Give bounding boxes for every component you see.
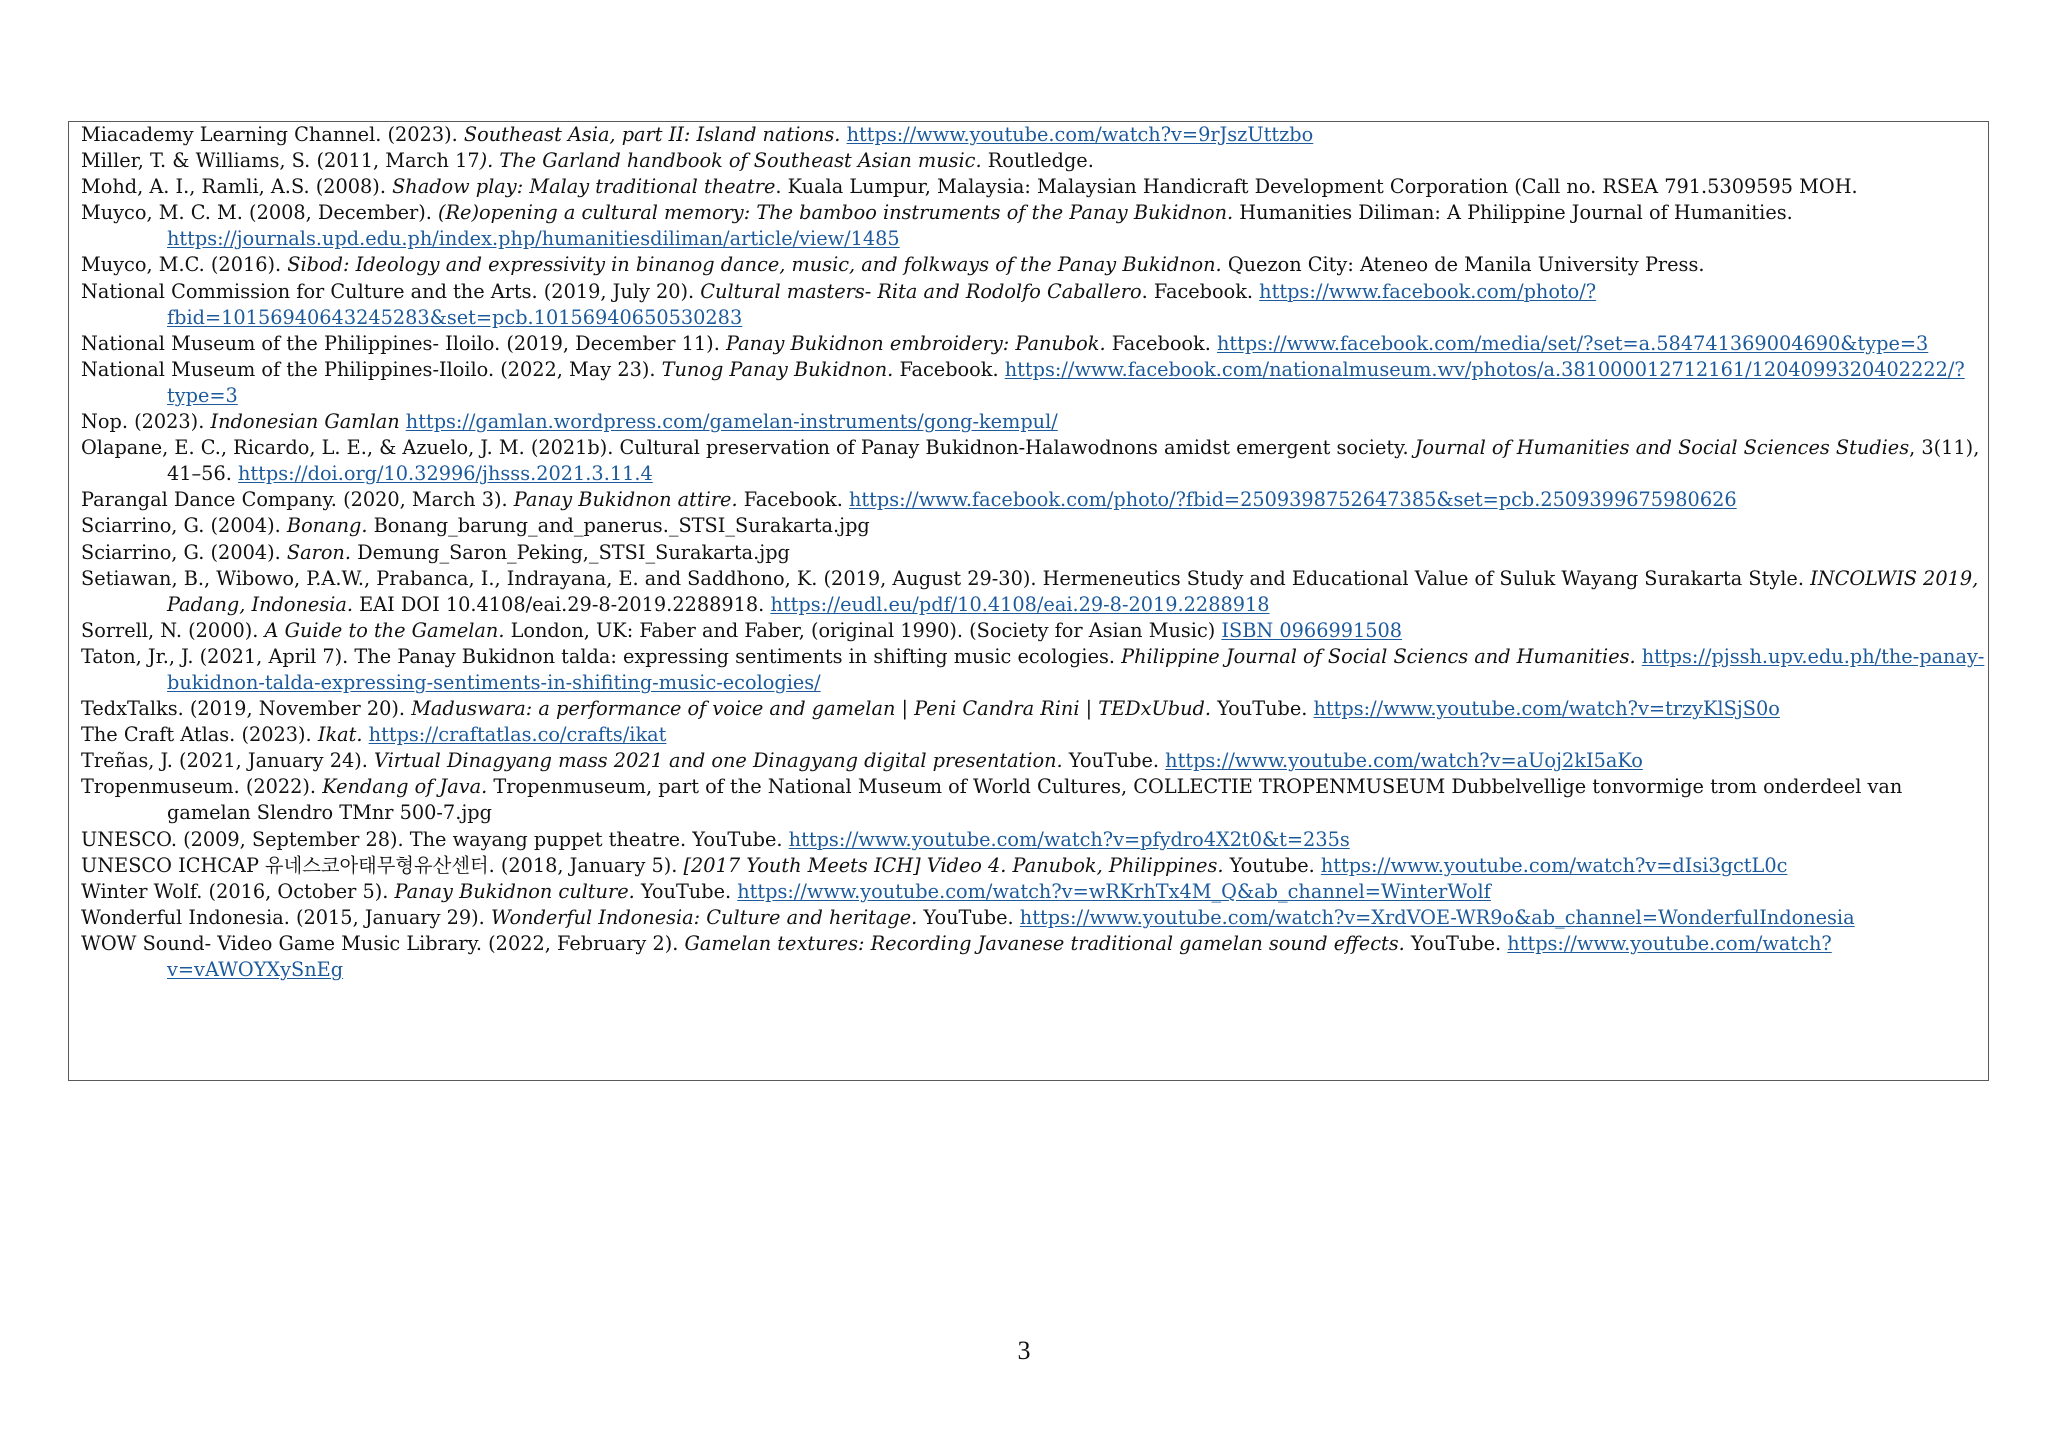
reference-entry <box>81 331 1988 357</box>
reference-text: YouTube. <box>1211 697 1314 721</box>
reference-title: Kendang of Java. <box>322 775 488 799</box>
reference-link[interactable]: https://www.youtube.com/watch?v=aUoj2kI5aKo <box>1165 749 1643 773</box>
reference-title: (Re)opening a cultural memory: The bamboo instruments of the Panay Bukidnon. <box>438 201 1234 225</box>
reference-entry <box>81 409 1988 435</box>
reference-title: INCOLWIS 2019, Padang, Indonesia. <box>167 566 1979 616</box>
reference-entry <box>81 748 1988 774</box>
reference-entry <box>81 540 1988 566</box>
reference-entry <box>81 435 1988 487</box>
reference-text: Taton, Jr., J. (2021, April 7). The Panay Bukidnon talda: expressing sentiments in shifting music ecologies. <box>81 644 1122 668</box>
reference-title: Philippine Journal of Social Sciencs and Humanities. <box>1121 644 1636 668</box>
reference-text: Sciarrino, G. (2004). <box>81 540 287 564</box>
reference-text: EAI DOI 10.4108/eai.29-8-2019.2288918. <box>352 592 771 616</box>
reference-text: . Kuala Lumpur, Malaysia: Malaysian Handicraft Development Corporation (Call no. RSEA 791.5309595 MOH. <box>775 175 1858 199</box>
reference-entry <box>81 827 1988 853</box>
reference-text: Facebook. <box>1105 331 1217 355</box>
reference-title: Panay Bukidnon embroidery: Panubok. <box>725 331 1106 355</box>
reference-link[interactable]: https://www.facebook.com/photo/?fbid=10156940643245283&set=pcb.10156940650530283 <box>167 279 1597 329</box>
reference-text: Bonang_barung_and_panerus._STSI_Surakarta.jpg <box>367 514 870 538</box>
reference-title: Tunog Panay Bukidnon. <box>661 357 894 381</box>
reference-text: Facebook. <box>893 357 1005 381</box>
reference-link[interactable]: https://gamlan.wordpress.com/gamelan-instruments/gong-kempul/ <box>405 410 1058 434</box>
reference-text: Mohd, A. I., Ramli, A.S. (2008). <box>81 175 393 199</box>
reference-link[interactable]: https://www.facebook.com/media/set/?set=a.584741369004690&type=3 <box>1216 331 1929 355</box>
reference-link[interactable]: https://www.youtube.com/watch?v=9rJszUttzbo <box>846 123 1314 146</box>
reference-title: Saron. <box>286 540 351 564</box>
reference-text: Winter Wolf. (2016, October 5). <box>81 879 395 903</box>
reference-title: Bonang. <box>286 514 368 538</box>
reference-entry <box>81 513 1988 539</box>
reference-title: ). The Garland handbook of Southeast Asian music. <box>479 149 982 173</box>
reference-link[interactable]: https://www.youtube.com/watch?v=pfydro4X2t0&t=235s <box>788 827 1350 851</box>
reference-link[interactable]: https://eudl.eu/pdf/10.4108/eai.29-8-2019.2288918 <box>770 592 1270 616</box>
reference-link[interactable]: https://www.youtube.com/watch?v=vAWOYXySnEg <box>167 931 1832 981</box>
reference-link[interactable]: https://www.facebook.com/nationalmuseum.wv/photos/a.381000012712161/1204099320402222/?type=3 <box>167 357 1965 407</box>
reference-title: Ikat. <box>317 723 363 747</box>
reference-title: [2017 Youth Meets ICH] Video 4. Panubok, Philippines. <box>683 853 1224 877</box>
reference-text: Sciarrino, G. (2004). <box>81 514 287 538</box>
reference-text: Wonderful Indonesia. (2015, January 29). <box>81 905 491 929</box>
reference-entry <box>81 174 1988 200</box>
reference-entry <box>81 566 1988 618</box>
reference-entry <box>81 252 1988 278</box>
reference-entry <box>81 279 1988 331</box>
reference-text: TedxTalks. (2019, November 20). <box>81 697 412 721</box>
reference-text: Treñas, J. (2021, January 24). <box>81 749 375 773</box>
reference-text: Youtube. <box>1223 853 1321 877</box>
reference-entry <box>81 618 1988 644</box>
reference-link[interactable]: https://www.youtube.com/watch?v=XrdVOE-WR9o&ab_channel=WonderfulIndonesia <box>1019 905 1855 929</box>
reference-text: Demung_Saron_Peking,_STSI_Surakarta.jpg <box>350 540 790 564</box>
reference-title: Panay Bukidnon attire. <box>513 488 738 512</box>
reference-text: UNESCO ICHCAP 유네스코아태무형유산센터. (2018, January 5). <box>81 853 684 877</box>
page-number: 3 <box>1017 1336 1031 1365</box>
reference-text: London, UK: Faber and Faber, (original 1990). (Society for Asian Music) <box>504 618 1222 642</box>
reference-link[interactable]: ISBN 0966991508 <box>1221 618 1403 642</box>
reference-entry <box>81 722 1988 748</box>
reference-text: The Craft Atlas. (2023). <box>81 723 318 747</box>
reference-text: Humanities Diliman: A Philippine Journal of Humanities. <box>1233 201 1793 225</box>
reference-text: UNESCO. (2009, September 28). The wayang puppet theatre. YouTube. <box>81 827 789 851</box>
reference-text: Muyco, M.C. (2016). <box>81 253 288 277</box>
reference-entry <box>81 487 1988 513</box>
reference-text: Miller, T. & Williams, S. (2011, March 17 <box>81 149 480 173</box>
reference-title: Maduswara: a performance of voice and gamelan | Peni Candra Rini | TEDxUbud. <box>411 697 1211 721</box>
reference-entry <box>81 200 1988 252</box>
reference-text: . Facebook. <box>1141 279 1260 303</box>
reference-title: Gamelan textures: Recording Javanese traditional gamelan sound effects. <box>684 931 1405 955</box>
reference-entry <box>81 905 1988 931</box>
reference-text: Nop. (2023). <box>81 410 211 434</box>
reference-text: YouTube. <box>1062 749 1166 773</box>
reference-entry <box>81 853 1988 879</box>
reference-text: Muyco, M. C. M. (2008, December). <box>81 201 439 225</box>
reference-text: , 3(11), 41–56. <box>167 436 1980 486</box>
reference-text: WOW Sound- Video Game Music Library. (2022, February 2). <box>81 931 685 955</box>
reference-text: Olapane, E. C., Ricardo, L. E., & Azuelo, J. M. (2021b). Cultural preservation of Panay Bukidnon-Halawodnons amidst emergent society. <box>81 436 1415 460</box>
reference-text: YouTube. <box>917 905 1020 929</box>
reference-title: A Guide to the Gamelan. <box>264 618 505 642</box>
reference-text: National Museum of the Philippines-Iloilo. (2022, May 23). <box>81 357 662 381</box>
reference-entry <box>81 148 1988 174</box>
reference-entry <box>81 357 1988 409</box>
reference-entry <box>81 122 1988 148</box>
reference-title: Wonderful Indonesia: Culture and heritage. <box>490 905 918 929</box>
reference-title: Journal of Humanities and Social Sciences Studies <box>1414 436 1910 460</box>
reference-text: Facebook. <box>737 488 849 512</box>
reference-link[interactable]: https://www.youtube.com/watch?v=trzyKlSjS0o <box>1313 697 1780 721</box>
reference-link[interactable]: https://journals.upd.edu.ph/index.php/humanitiesdiliman/article/view/1485 <box>167 227 900 251</box>
reference-text: Sorrell, N. (2000). <box>81 618 265 642</box>
reference-entry <box>81 644 1988 696</box>
reference-entry <box>81 696 1988 722</box>
reference-entry <box>81 931 1988 983</box>
reference-link[interactable]: https://craftatlas.co/crafts/ikat <box>368 723 667 747</box>
reference-link[interactable]: https://pjssh.upv.edu.ph/the-panay-bukidnon-talda-expressing-sentiments-in-shifiting-music-ecologies/ <box>167 644 1985 694</box>
reference-entry <box>81 774 1988 826</box>
reference-title: Indonesian Gamlan <box>210 410 400 434</box>
reference-link[interactable]: https://www.youtube.com/watch?v=wRKrhTx4M_Q&ab_channel=WinterWolf <box>737 879 1491 903</box>
reference-title: Southeast Asia, part II: Island nations. <box>463 123 841 146</box>
reference-link[interactable]: https://www.youtube.com/watch?v=dIsi3gctL0c <box>1320 853 1788 877</box>
reference-title: Virtual Dinagyang mass 2021 and one Dinagyang digital presentation. <box>374 749 1063 773</box>
reference-link[interactable]: https://doi.org/10.32996/jhsss.2021.3.11.4 <box>237 462 653 486</box>
references-table <box>68 121 1989 1081</box>
reference-text: Tropenmuseum. (2022). <box>81 775 323 799</box>
reference-title: Shadow play: Malay traditional theatre <box>392 175 776 199</box>
reference-title: Sibod: Ideology and expressivity in binanog dance, music, and folkways of the Panay Bukidnon. <box>287 253 1222 277</box>
reference-link[interactable]: https://www.facebook.com/photo/?fbid=2509398752647385&set=pcb.2509399675980626 <box>848 488 1737 512</box>
reference-text: National Museum of the Philippines- Iloilo. (2019, December 11). <box>81 331 726 355</box>
reference-text: YouTube. <box>634 879 738 903</box>
reference-text: Quezon City: Ateneo de Manila University Press. <box>1221 253 1705 277</box>
reference-text: National Commission for Culture and the Arts. (2019, July 20). <box>81 279 701 303</box>
reference-entry <box>81 879 1988 905</box>
reference-title: Cultural masters- Rita and Rodolfo Caballero <box>700 279 1142 303</box>
reference-text: Tropenmuseum, part of the National Museum of World Cultures, COLLECTIE TROPENMUSEUM Dubbelvellige tonvormige trom onderdeel van gamelan Slendro TMnr 500-7.jpg <box>167 775 1903 825</box>
reference-text: Setiawan, B., Wibowo, P.A.W., Prabanca, I., Indrayana, E. and Saddhono, K. (2019, August 29-30). Hermeneutics Study and Educational Value of Suluk Wayang Surakarta Style. <box>81 566 1811 590</box>
reference-title: Panay Bukidnon culture. <box>394 879 635 903</box>
reference-text: Miacademy Learning Channel. (2023). <box>81 123 464 146</box>
reference-text: Routledge. <box>981 149 1094 173</box>
reference-text: YouTube. <box>1404 931 1508 955</box>
reference-text: Parangal Dance Company. (2020, March 3). <box>81 488 514 512</box>
